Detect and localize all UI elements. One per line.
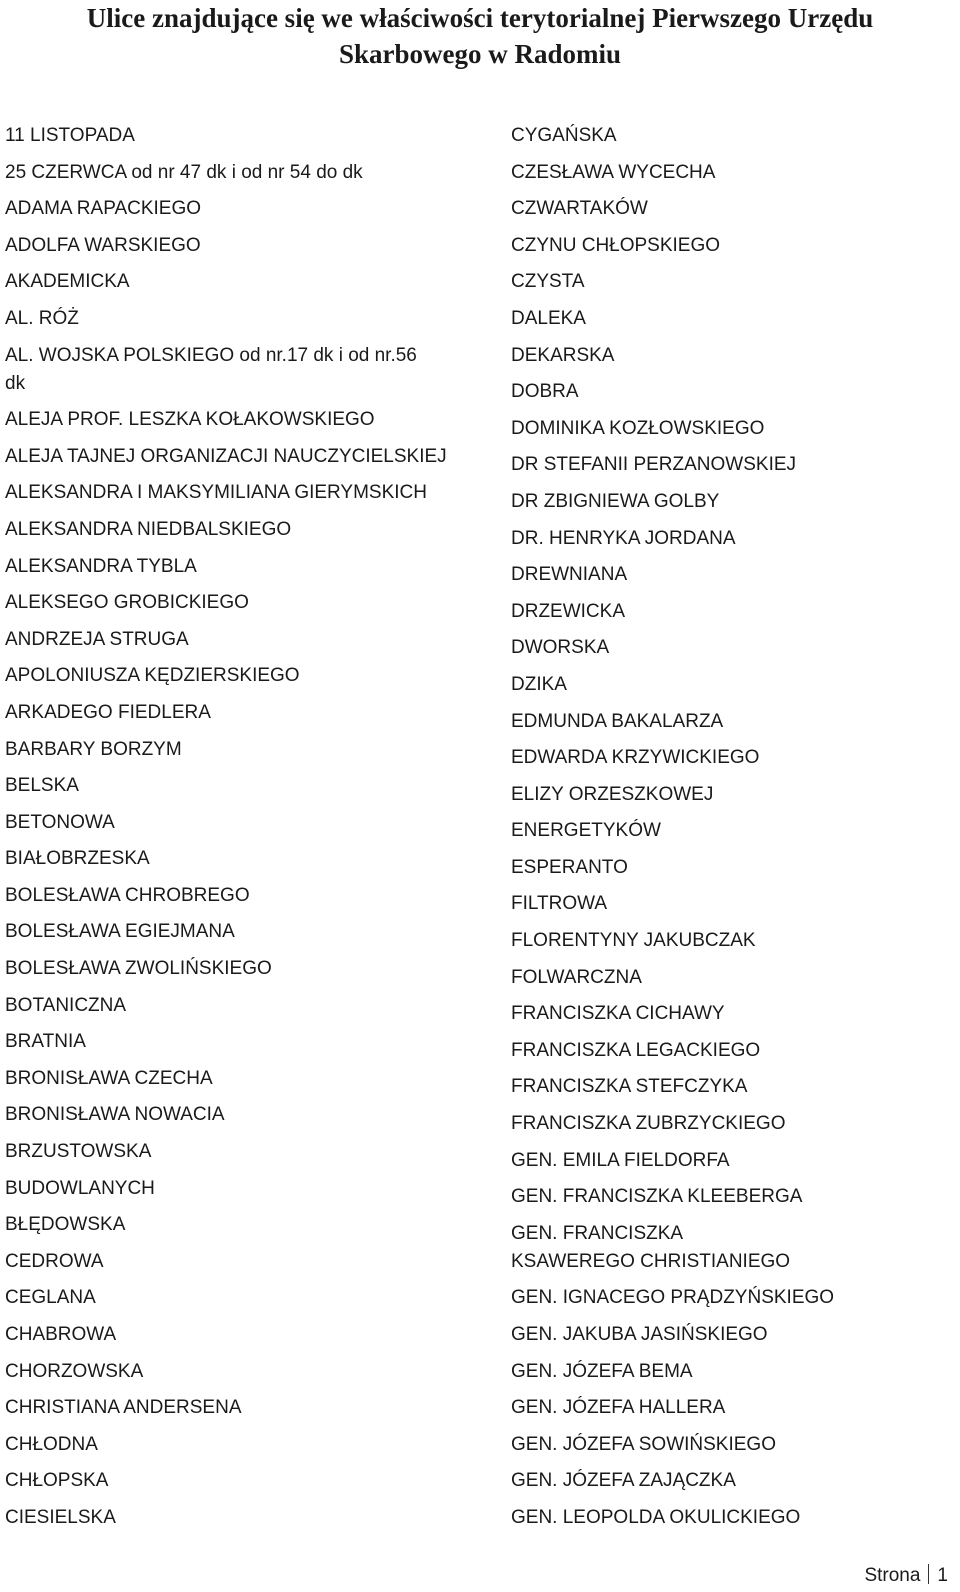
street-list-right-column (511, 118, 951, 1537)
street-item: DALEKA (511, 307, 586, 329)
street-item: ADOLFA WARSKIEGO (5, 234, 201, 256)
street-item: CHRISTIANA ANDERSENA (5, 1397, 242, 1419)
street-item: EDWARDA KRZYWICKIEGO (511, 747, 760, 769)
street-item: GEN. FRANCISZKA KSAWEREGO CHRISTIANIEGO (511, 1222, 791, 1272)
street-item: GEN. JÓZEFA BEMA (511, 1360, 693, 1382)
street-item: CZYSTA (511, 271, 585, 293)
street-item: BRONISŁAWA CZECHA (5, 1067, 213, 1089)
street-item: FRANCISZKA CICHAWY (511, 1003, 725, 1025)
street-item: BRATNIA (5, 1031, 86, 1053)
street-item: DOMINIKA KOZŁOWSKIEGO (511, 417, 765, 439)
street-item: GEN. EMILA FIELDORFA (511, 1149, 730, 1171)
street-item: DEKARSKA (511, 344, 615, 366)
street-item: DREWNIANA (511, 564, 628, 586)
street-item: ESPERANTO (511, 856, 628, 878)
street-item: ENERGETYKÓW (511, 820, 661, 842)
street-item: BETONOWA (5, 811, 115, 833)
street-item: APOLONIUSZA KĘDZIERSKIEGO (5, 665, 300, 687)
street-item: CHŁOPSKA (5, 1470, 109, 1492)
street-item: 11 LISTOPADA (5, 125, 135, 146)
street-item: 25 CZERWCA od nr 47 dk i od nr 54 do dk (5, 161, 363, 183)
street-item: DZIKA (511, 673, 567, 695)
street-item: FRANCISZKA LEGACKIEGO (511, 1039, 761, 1061)
street-item: GEN. FRANCISZKA KLEEBERGA (511, 1186, 803, 1208)
street-item: ALEJA PROF. LESZKA KOŁAKOWSKIEGO (5, 409, 375, 431)
street-item: ALEKSEGO GROBICKIEGO (5, 592, 249, 614)
street-item: DWORSKA (511, 637, 610, 659)
street-item: DR STEFANII PERZANOWSKIEJ (511, 454, 797, 476)
street-item: EDMUNDA BAKALARZA (511, 710, 724, 732)
page-footer (864, 1564, 948, 1587)
street-item: ALEJA TAJNEJ ORGANIZACJI NAUCZYCIELSKIEJ (5, 445, 447, 467)
street-item: ALEKSANDRA I MAKSYMILIANA GIERYMSKICH (5, 482, 427, 504)
street-item: FILTROWA (511, 893, 608, 915)
street-item: BRZUSTOWSKA (5, 1141, 152, 1163)
street-item: GEN. IGNACEGO PRĄDZYŃSKIEGO (511, 1287, 835, 1309)
page-title (0, 0, 960, 72)
street-item: GEN. JÓZEFA HALLERA (511, 1397, 726, 1419)
street-item: BOLESŁAWA CHROBREGO (5, 884, 250, 906)
street-item: BOLESŁAWA ZWOLIŃSKIEGO (5, 958, 272, 980)
page-label: Strona (864, 1565, 921, 1586)
street-item: DR. HENRYKA JORDANA (511, 527, 736, 549)
street-item: CZESŁAWA WYCECHA (511, 161, 716, 183)
street-item: ALEKSANDRA TYBLA (5, 555, 197, 577)
street-item: GEN. LEOPOLDA OKULICKIEGO (511, 1506, 801, 1528)
street-item: BELSKA (5, 775, 79, 797)
street-item: CHABROWA (5, 1324, 117, 1345)
street-item: BOTANICZNA (5, 994, 127, 1016)
street-item: CZWARTAKÓW (511, 198, 648, 220)
page-title-line-2: Skarbowego w Radomiu (338, 39, 622, 69)
street-item: AL. WOJSKA POLSKIEGO od nr.17 dk i od nr.56 dk (5, 344, 417, 394)
street-item: FOLWARCZNA (511, 966, 642, 988)
street-item: CHŁODNA (5, 1433, 98, 1455)
street-item: GEN. JÓZEFA ZAJĄCZKA (511, 1470, 736, 1492)
street-item: AL. RÓŻ (5, 307, 79, 329)
street-item: BIAŁOBRZESKA (5, 848, 150, 870)
street-item: CIESIELSKA (5, 1506, 116, 1528)
street-item: BRONISŁAWA NOWACIA (5, 1104, 225, 1126)
street-item: CZYNU CHŁOPSKIEGO (511, 234, 721, 256)
street-item: ALEKSANDRA NIEDBALSKIEGO (5, 518, 292, 540)
street-item: ANDRZEJA STRUGA (5, 628, 189, 650)
street-item: BŁĘDOWSKA (5, 1214, 126, 1236)
street-item: GEN. JAKUBA JASIŃSKIEGO (511, 1324, 768, 1345)
street-item: DR ZBIGNIEWA GOLBY (511, 490, 720, 512)
street-item: CYGAŃSKA (511, 125, 617, 146)
street-item: ADAMA RAPACKIEGO (5, 198, 202, 220)
street-list-left-column (5, 118, 485, 1537)
street-item: ELIZY ORZESZKOWEJ (511, 783, 714, 805)
page-title-line-1: Ulice znajdujące się we właściwości terytorialnej Pierwszego Urzędu (86, 3, 874, 33)
street-item: BOLESŁAWA EGIEJMANA (5, 921, 235, 943)
street-item: CEGLANA (5, 1287, 96, 1309)
page-number: 1 (937, 1565, 948, 1586)
street-item: BARBARY BORZYM (5, 738, 182, 760)
street-item: FLORENTYNY JAKUBCZAK (511, 930, 756, 952)
street-item: GEN. JÓZEFA SOWIŃSKIEGO (511, 1433, 776, 1455)
street-item: DRZEWICKA (511, 600, 625, 622)
street-item: CEDROWA (5, 1250, 104, 1272)
street-item: BUDOWLANYCH (5, 1177, 155, 1199)
street-item: CHORZOWSKA (5, 1360, 144, 1382)
footer-separator (928, 1564, 929, 1584)
street-item: FRANCISZKA ZUBRZYCKIEGO (511, 1113, 786, 1135)
street-item: AKADEMICKA (5, 271, 130, 293)
street-item: DOBRA (511, 381, 579, 403)
street-item: ARKADEGO FIEDLERA (5, 701, 211, 723)
street-item: FRANCISZKA STEFCZYKA (511, 1076, 748, 1098)
